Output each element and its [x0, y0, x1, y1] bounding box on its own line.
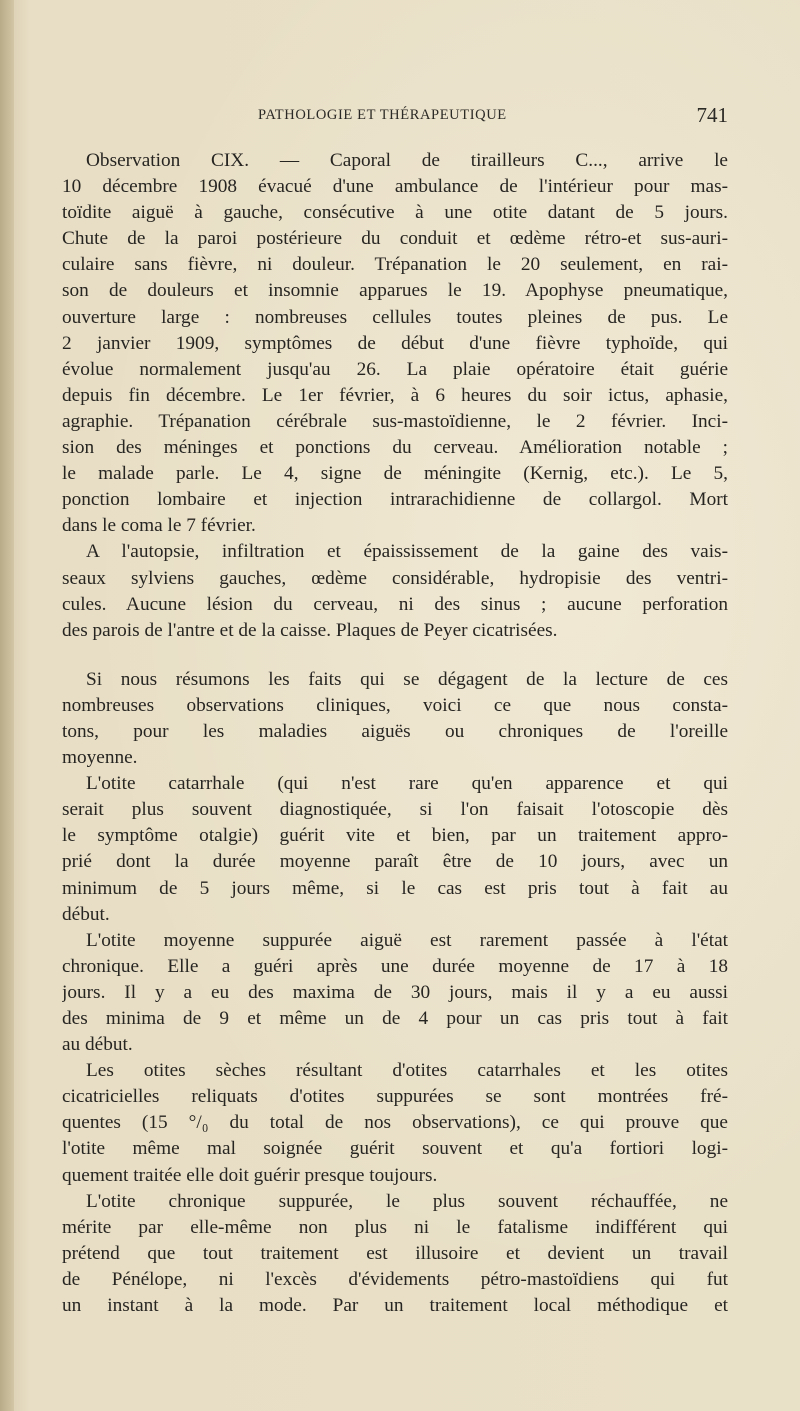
text-line: Les otites sèches résultant d'otites catarrhales et les otites — [86, 1060, 728, 1082]
text-line: 10 décembre 1908 évacué d'une ambulance de l'intérieur pour mas- — [62, 176, 728, 198]
text-line: Chute de la paroi postérieure du conduit et œdème rétro-et sus-auri- — [62, 228, 728, 250]
text-line: serait plus souvent diagnostiquée, si l'on faisait l'otoscopie dès — [62, 799, 728, 821]
text-line: l'otite même mal soignée guérit souvent et qu'a fortiori logi- — [62, 1138, 728, 1160]
text-line: des parois de l'antre et de la caisse. Plaques de Peyer cicatrisées. — [62, 619, 558, 641]
text-line: quentes (15 °/₀ du total de nos observations), ce qui prouve que — [62, 1112, 728, 1134]
body-text — [62, 148, 728, 1319]
text-line: L'otite moyenne suppurée aiguë est rarement passée à l'état — [86, 929, 728, 951]
text-line: jours. Il y a eu des maxima de 30 jours, mais il y a eu aussi — [62, 981, 728, 1003]
text-line: ponction lombaire et injection intrarachidienne de collargol. Mort — [62, 489, 728, 511]
text-line: agraphie. Trépanation cérébrale sus-mastoïdienne, le 2 février. Inci- — [62, 410, 728, 432]
text-line: début. — [62, 903, 110, 925]
text-line: L'otite chronique suppurée, le plus souvent réchauffée, ne — [86, 1190, 728, 1212]
text-line: Si nous résumons les faits qui se dégagent de la lecture de ces — [86, 668, 728, 690]
text-line: cules. Aucune lésion du cerveau, ni des sinus ; aucune perforation — [62, 593, 728, 615]
text-line: des minima de 9 et même un de 4 pour un cas pris tout à fait — [62, 1008, 728, 1029]
text-line: un instant à la mode. Par un traitement local méthodique et — [62, 1295, 728, 1317]
text-line: prétend que tout traitement est illusoire et devient un travail — [62, 1242, 728, 1264]
running-title: PATHOLOGIE ET THÉRAPEUTIQUE — [258, 107, 507, 123]
text-line: prié dont la durée moyenne paraît être de 10 jours, avec un — [62, 851, 728, 873]
running-head — [62, 103, 728, 129]
text-line: Observation CIX. — Caporal de tirailleurs C..., arrive le — [86, 150, 728, 171]
text-line: son de douleurs et insomnie apparues le 19. Apophyse pneumatique, — [62, 280, 728, 302]
text-line: moyenne. — [62, 747, 138, 769]
text-line: chronique. Elle a guéri après une durée moyenne de 17 à 18 — [62, 955, 728, 977]
page-number: 741 — [696, 103, 728, 127]
text-line: dans le coma le 7 février. — [62, 515, 256, 537]
text-line: quement traitée elle doit guérir presque toujours. — [62, 1164, 438, 1186]
text-line: évolue normalement jusqu'au 26. La plaie opératoire était guérie — [62, 358, 728, 380]
text-line: nombreuses observations cliniques, voici ce que nous consta- — [62, 694, 728, 716]
text-line: 2 janvier 1909, symptômes de début d'une fièvre typhoïde, qui — [62, 332, 728, 354]
text-line: le symptôme otalgie) guérit vite et bien, par un traitement appro- — [62, 825, 728, 847]
text-line: de Pénélope, ni l'excès d'évidements pétro-mastoïdiens qui fut — [62, 1268, 728, 1290]
text-line: minimum de 5 jours même, si le cas est pris tout à fait au — [62, 877, 728, 899]
text-line: tons, pour les maladies aiguës ou chroniques de l'oreille — [62, 720, 728, 742]
paragraph-gap — [62, 644, 728, 667]
text-line: mérite par elle-même non plus ni le fatalisme indifférent qui — [62, 1216, 728, 1238]
text-line: A l'autopsie, infiltration et épaississement de la gaine des vais- — [86, 541, 728, 563]
text-line: au début. — [62, 1034, 133, 1056]
text-line: depuis fin décembre. Le 1er février, à 6 heures du soir ictus, aphasie, — [62, 384, 728, 406]
page-spine-edge — [0, 0, 14, 1411]
text-line: ouverture large : nombreuses cellules toutes pleines de pus. Le — [62, 306, 728, 328]
text-line: cicatricielles reliquats d'otites suppurées se sont montrées fré- — [62, 1086, 728, 1108]
text-line: toïdite aiguë à gauche, consécutive à une otite datant de 5 jours. — [62, 202, 728, 224]
text-line: L'otite catarrhale (qui n'est rare qu'en apparence et qui — [86, 773, 728, 795]
text-line: seaux sylviens gauches, œdème considérable, hydropisie des ventri- — [62, 567, 728, 589]
text-line: le malade parle. Le 4, signe de méningite (Kernig, etc.). Le 5, — [62, 463, 728, 485]
text-line: culaire sans fièvre, ni douleur. Trépanation le 20 seulement, en rai- — [62, 254, 728, 276]
text-line: sion des méninges et ponctions du cerveau. Amélioration notable ; — [62, 437, 728, 459]
